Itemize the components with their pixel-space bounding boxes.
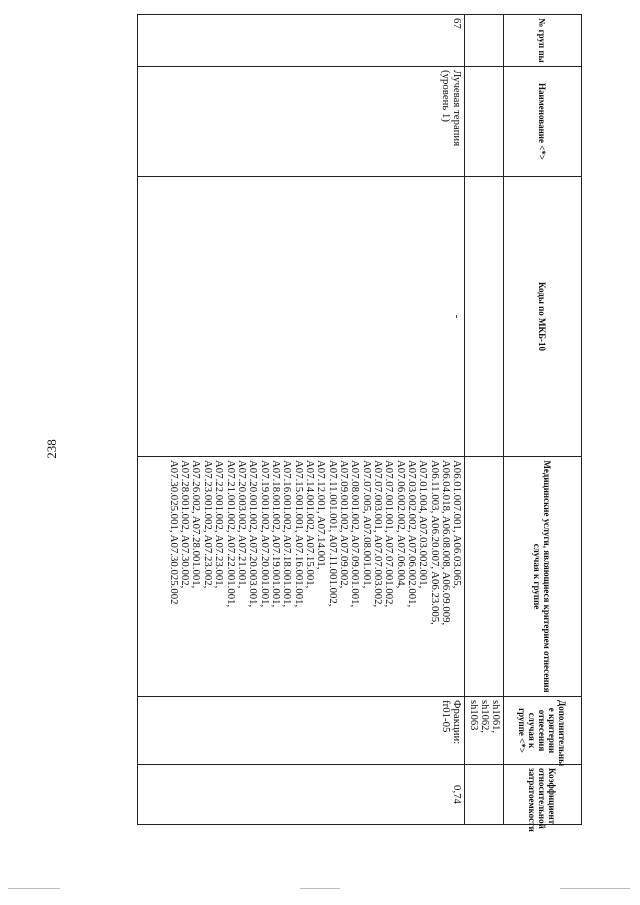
- header-services: Медицинские услуги, являющиеся критерием отнесения случая к группе: [504, 457, 582, 697]
- groups-table: [137, 14, 582, 832]
- additional-value: fr01-05: [440, 700, 453, 733]
- additional-label: Фракции:: [451, 700, 464, 745]
- row-name: Лучевая терапия (уровень 1): [138, 67, 465, 177]
- service-line: A07.07.003.001, A07.07.003.002,: [371, 460, 384, 608]
- header-group-no: № груп пы: [504, 15, 582, 67]
- service-line: A07.28.001.002, A07.30.002,: [179, 460, 192, 589]
- page-number: 238: [43, 439, 59, 459]
- continued-additional-line: sh1061,: [490, 700, 501, 733]
- service-line: A07.16.001.002, A07.18.001.001,: [281, 460, 294, 608]
- service-line: A07.22.001.002, A07.23.001,: [213, 460, 226, 589]
- service-line: A07.30.025.001, A07.30.025.002: [167, 460, 180, 605]
- continued-additional: [465, 697, 504, 765]
- header-coefficient: Коэффициент относительной затратоемкости: [504, 765, 582, 825]
- continued-services: [465, 457, 504, 697]
- service-line: A07.08.001.002, A07.09.001.001,: [349, 460, 362, 608]
- continued-group-no: [465, 15, 504, 67]
- service-line: A07.03.002.002, A07.06.002.001,: [406, 460, 419, 608]
- service-line: A07.18.001.002, A07.19.001.001,: [269, 460, 282, 608]
- service-line: A07.07.005, A07.08.001.001,: [360, 460, 373, 589]
- service-line: A07.11.001.001, A07.11.001.002,: [326, 460, 339, 607]
- service-line: A07.15.001.001, A07.16.001.001,: [292, 460, 305, 608]
- service-line: A06.11.003, A06.20.007, A06.23.005,: [428, 460, 441, 625]
- continued-row: [465, 15, 504, 825]
- header-additional: Дополнительны е критерии отнесения случая к группе <*>: [504, 697, 582, 765]
- row-additional: [138, 697, 465, 765]
- service-line: A07.07.001.001, A07.07.001.002,: [383, 460, 396, 608]
- row-coefficient: 0,74: [138, 765, 465, 825]
- service-line: A07.26.002, A07.28.001.001,: [190, 460, 203, 589]
- service-line: A07.14.001.002, A07.15.001,: [303, 460, 316, 589]
- scan-artifact-line: [300, 888, 340, 889]
- service-line: A06.04.018, A06.08.008, A06.09.009,: [440, 460, 453, 626]
- service-line: A07.20.003.002, A07.21.001,: [235, 460, 248, 589]
- service-line: A07.20.001.002, A07.20.003.001,: [247, 460, 260, 608]
- service-line: A07.19.001.002, A07.20.001.001,: [258, 460, 271, 608]
- header-icd-codes: Коды по МКБ-10: [504, 177, 582, 457]
- service-line: A07.21.001.002, A07.22.001.001,: [224, 460, 237, 608]
- header-name: Наименование <*>: [504, 67, 582, 177]
- scan-artifact-line: [560, 888, 630, 889]
- service-line: A07.01.004, A07.03.002.001,: [417, 460, 430, 589]
- header-row: [504, 15, 582, 825]
- rotated-table-container: [137, 14, 582, 832]
- service-line: A07.06.002.002, A07.06.004,: [394, 460, 407, 589]
- continued-name: [465, 67, 504, 177]
- service-line: A06.01.007.001, A06.03.065,: [451, 460, 464, 589]
- continued-coefficient: [465, 765, 504, 825]
- service-line: A07.09.001.002, A07.09.002,: [337, 460, 350, 589]
- table-row: [138, 15, 465, 825]
- service-line: A07.12.001, A07.14.001,: [315, 460, 328, 570]
- row-services: [138, 457, 465, 697]
- service-line: A07.23.001.002, A07.23.002,: [201, 460, 214, 589]
- row-icd-codes: -: [138, 177, 465, 457]
- continued-additional-line: sh1063: [467, 700, 479, 731]
- row-group-no: 67: [138, 15, 465, 67]
- continued-icd: [465, 177, 504, 457]
- scan-artifact-line: [8, 888, 60, 889]
- continued-additional-line: sh1062,: [478, 700, 490, 733]
